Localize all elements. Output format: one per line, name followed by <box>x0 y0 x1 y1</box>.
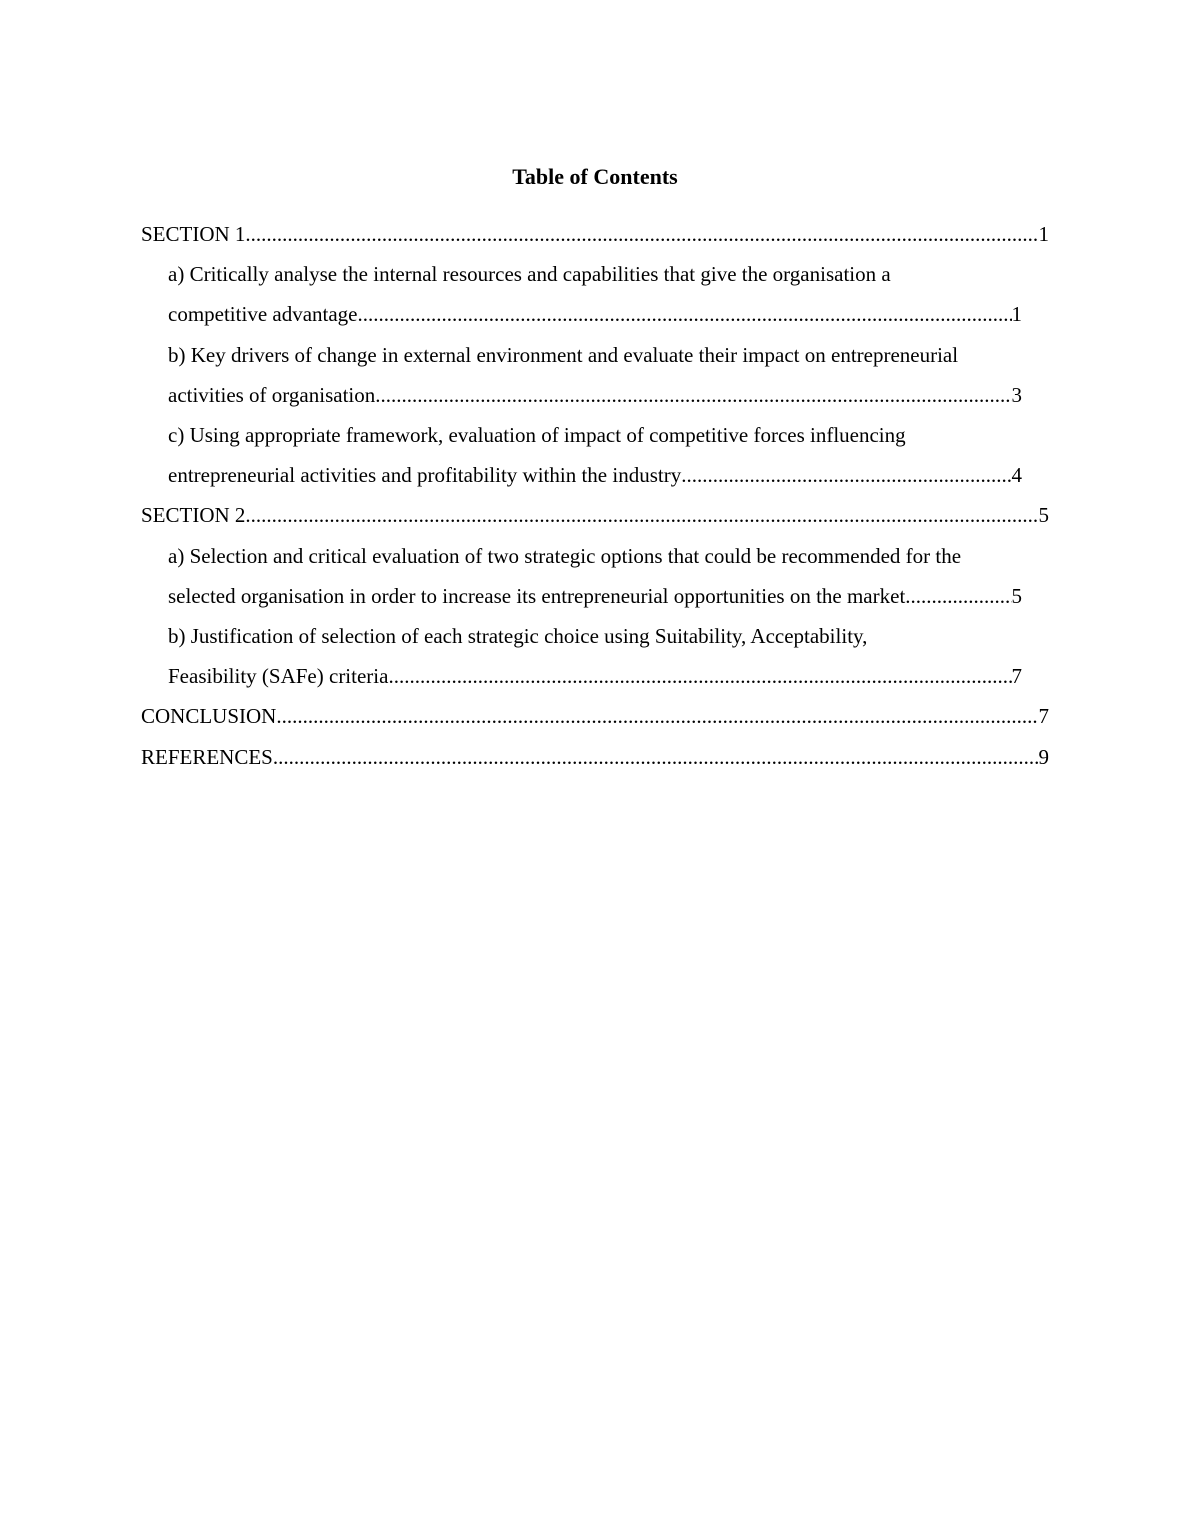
toc-entry-section-2[interactable] <box>141 495 1049 535</box>
toc-entry-line <box>141 495 1049 535</box>
toc-entry-line <box>168 294 1022 334</box>
toc-entry-section-2b[interactable] <box>168 616 1022 696</box>
toc-entry-text: a) Selection and critical evaluation of two strategic options that could be recommended for the <box>168 543 962 568</box>
toc-entry-text: a) Critically analyse the internal resources and capabilities that give the organisation a <box>168 262 891 287</box>
toc-entry-label: competitive advantage <box>168 302 358 327</box>
toc-entry-page-number: 4 <box>1011 463 1022 488</box>
toc-entry-text: b) Justification of selection of each strategic choice using Suitability, Acceptability, <box>168 624 868 649</box>
toc-entry-line <box>141 696 1049 736</box>
toc-entry-page-number: 9 <box>1038 744 1049 769</box>
toc-entry-label: REFERENCES <box>141 744 273 769</box>
toc-entry-label: selected organisation in order to increase its entrepreneurial opportunities on the market <box>168 583 906 608</box>
toc-entry-label: SECTION 1 <box>141 222 246 246</box>
toc-entry-section-1a[interactable] <box>168 254 1022 334</box>
toc-entry-line <box>168 455 1022 495</box>
toc-entry-page-number: 7 <box>1011 664 1022 689</box>
table-of-contents <box>141 214 1049 777</box>
toc-entry-line <box>141 214 1049 254</box>
toc-entry-section-1b[interactable] <box>168 335 1022 415</box>
toc-entry-text: b) Key drivers of change in external environment and evaluate their impact on entrepreneurial <box>168 342 959 367</box>
toc-leader-dots <box>375 375 1011 415</box>
toc-entry-page-number: 1 <box>1038 222 1049 246</box>
toc-entry-label: Feasibility (SAFe) criteria <box>168 664 389 689</box>
toc-entry-line <box>141 737 1049 777</box>
toc-entry-label: CONCLUSION <box>141 704 277 729</box>
toc-entry-label: entrepreneurial activities and profitability within the industry <box>168 463 682 488</box>
toc-leader-dots <box>245 495 1038 535</box>
toc-leader-dots <box>245 214 1038 254</box>
toc-entry-line <box>168 656 1022 696</box>
toc-entry-references[interactable] <box>141 737 1049 777</box>
toc-entry-section-2a[interactable] <box>168 536 1022 616</box>
toc-title: Table of Contents <box>512 164 678 189</box>
toc-entry-page-number: 5 <box>1011 583 1022 608</box>
toc-entry-conclusion[interactable] <box>141 696 1049 736</box>
toc-entry-page-number: 3 <box>1011 382 1022 407</box>
toc-entry-page-number: 7 <box>1038 704 1049 729</box>
toc-entry-line <box>168 576 1022 616</box>
toc-leader-dots <box>388 656 1011 696</box>
toc-entry-page-number: 5 <box>1038 503 1049 528</box>
toc-leader-dots <box>276 696 1038 736</box>
toc-entry-text: c) Using appropriate framework, evaluation of impact of competitive forces influencing <box>168 423 906 448</box>
toc-leader-dots <box>273 737 1039 777</box>
toc-entry-section-1[interactable] <box>141 214 1049 254</box>
toc-leader-dots <box>905 576 1011 616</box>
toc-entry-page-number: 1 <box>1011 302 1022 327</box>
toc-entry-label: SECTION 2 <box>141 503 246 528</box>
toc-entry-label: activities of organisation <box>168 382 376 407</box>
toc-entry-section-1c[interactable] <box>168 415 1022 495</box>
toc-leader-dots <box>681 455 1011 495</box>
toc-entry-line <box>168 375 1022 415</box>
toc-leader-dots <box>358 294 1012 334</box>
